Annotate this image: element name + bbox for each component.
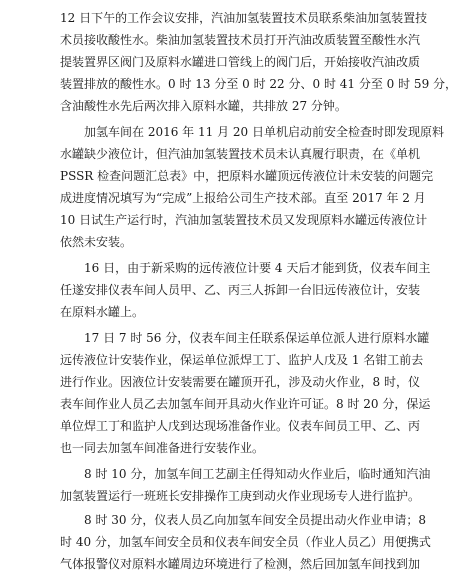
text-line: 依然未安装。 bbox=[60, 235, 133, 249]
text-line: 也一同去加氢车间准备进行安装作业。 bbox=[60, 441, 265, 455]
text-line: PSSR 检查问题汇总表》中，把原料水罐顶远传液位计未安装的问题完 bbox=[60, 169, 434, 183]
text-line: 时 40 分，加氢车间安全员和仪表车间安全员（作业人员乙）用便携式 bbox=[60, 535, 431, 549]
text-line: 水罐缺少液位计，但汽油加氢装置技术员未认真履行职责，在《单机 bbox=[60, 147, 421, 161]
text-line: 含油酸性水先后两次排入原料水罐，共排放 27 分钟。 bbox=[60, 99, 347, 113]
text-line: 装置排放的酸性水。0 时 13 分至 0 时 22 分、0 时 41 分至 0 时 59 分， bbox=[60, 77, 458, 91]
text-line: 单位焊工丁和监护人戊到达现场准备作业。仪表车间员工甲、乙、丙 bbox=[60, 419, 421, 433]
text-line: 10 日试生产运行时，汽油加氢装置技术员又发现原料水罐远传液位计 bbox=[60, 213, 428, 227]
text-line: 成进度情况填写为“完成”上报给公司生产技术部。直至 2017 年 2 月 bbox=[60, 191, 426, 205]
text-line: 12 日下午的工作会议安排，汽油加氢装置技术员联系柴油加氢装置技 bbox=[60, 11, 428, 25]
paragraph-first-line: 8 时 30 分，仪表人员乙向加氢车间安全员提出动火作业申请；8 bbox=[84, 513, 426, 527]
paragraph-first-line: 17 日 7 时 56 分，仪表车间主任联系保运单位派人进行原料水罐 bbox=[84, 331, 430, 345]
text-line: 加氢装置运行一班班长安排操作工庚到动火作业现场专人进行监护。 bbox=[60, 489, 421, 503]
text-line: 术员接收酸性水。柴油加氢装置技术员打开汽油改质装置至酸性水汽 bbox=[60, 33, 421, 47]
text-line: 进行作业。因液位计安装需要在罐顶开孔，涉及动火作业，8 时，仪 bbox=[60, 375, 420, 389]
paragraph-first-line: 8 时 10 分，加氢车间工艺副主任得知动火作业后，临时通知汽油 bbox=[84, 467, 431, 481]
text-line: 远传液位计安装作业，保运单位派焊工丁、监护人戊及 1 名钳工前去 bbox=[60, 353, 424, 367]
text-line: 表车间作业人员乙去加氢车间开具动火作业许可证。8 时 20 分，保运 bbox=[60, 397, 431, 411]
paragraph-first-line: 16 日，由于新采购的远传液位计要 4 天后才能到货，仪表车间主 bbox=[84, 261, 431, 275]
text-line: 气体报警仪对原料水罐周边环境进行了检测，然后回加氢车间找到加 bbox=[60, 557, 421, 571]
text-line: 在原料水罐上。 bbox=[60, 305, 145, 319]
paragraph-first-line: 加氢车间在 2016 年 11 月 20 日单机启动前安全检查时即发现原料 bbox=[84, 125, 444, 139]
text-line: 任遂安排仪表车间人员甲、乙、丙三人拆卸一台旧远传液位计，安装 bbox=[60, 283, 421, 297]
text-line: 提装置界区阀门及原料水罐进口管线上的阀门后，开始接收汽油改质 bbox=[60, 55, 421, 69]
